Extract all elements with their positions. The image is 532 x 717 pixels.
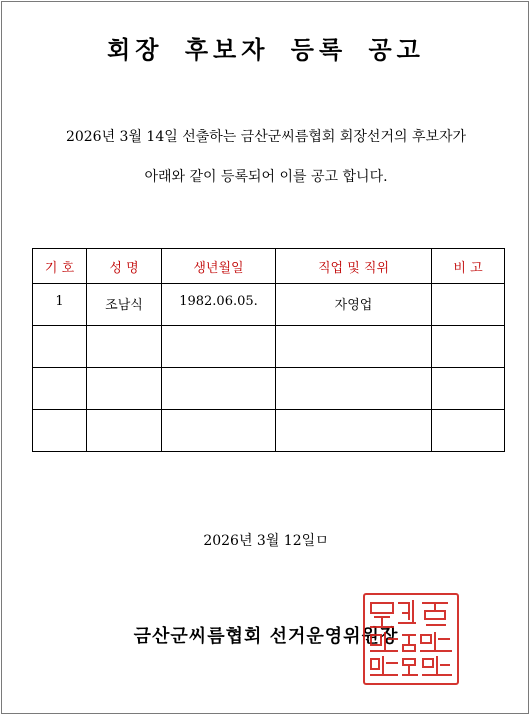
cell-occupation (276, 410, 432, 452)
table-header-row (33, 249, 505, 284)
cell-occupation: 자영업 (276, 284, 432, 326)
cell-remarks (432, 284, 505, 326)
cell-birthdate (162, 326, 276, 368)
notice-body-line-2: 아래와 같이 등록되어 이를 공고 합니다. (144, 169, 388, 185)
cell-number (33, 368, 87, 410)
date-box-mark: ㅁ (315, 533, 329, 549)
cell-name (87, 368, 162, 410)
cell-name: 조남식 (87, 284, 162, 326)
table-row (33, 326, 505, 368)
header-remarks: 비 고 (432, 249, 505, 284)
cell-number (33, 410, 87, 452)
table-row (33, 410, 505, 452)
cell-name (87, 410, 162, 452)
seal-graphic (365, 595, 457, 683)
candidate-table (32, 248, 505, 452)
cell-number (33, 326, 87, 368)
issuer-name: 금산군씨름협회 선거운영위원장 (133, 626, 399, 647)
header-name: 성 명 (87, 249, 162, 284)
cell-birthdate: 1982.06.05. (162, 284, 276, 326)
header-occupation: 직업 및 직위 (276, 249, 432, 284)
cell-remarks (432, 368, 505, 410)
notice-title: 회장 후보자 등록 공고 (107, 35, 425, 64)
table-row (33, 368, 505, 410)
notice-body-line-1: 2026년 3월 14일 선출하는 금산군씨름협회 회장선거의 후보자가 (65, 129, 467, 145)
header-number: 기 호 (33, 249, 87, 284)
cell-remarks (432, 326, 505, 368)
date-text: 2026년 3월 12일 (203, 533, 316, 549)
official-seal-stamp (363, 593, 459, 685)
cell-occupation (276, 368, 432, 410)
notice-date (0, 530, 532, 550)
table-row (33, 284, 505, 326)
cell-birthdate (162, 368, 276, 410)
cell-birthdate (162, 410, 276, 452)
cell-name (87, 326, 162, 368)
cell-remarks (432, 410, 505, 452)
header-birthdate: 생년월일 (162, 249, 276, 284)
cell-occupation (276, 326, 432, 368)
cell-number: 1 (33, 284, 87, 326)
